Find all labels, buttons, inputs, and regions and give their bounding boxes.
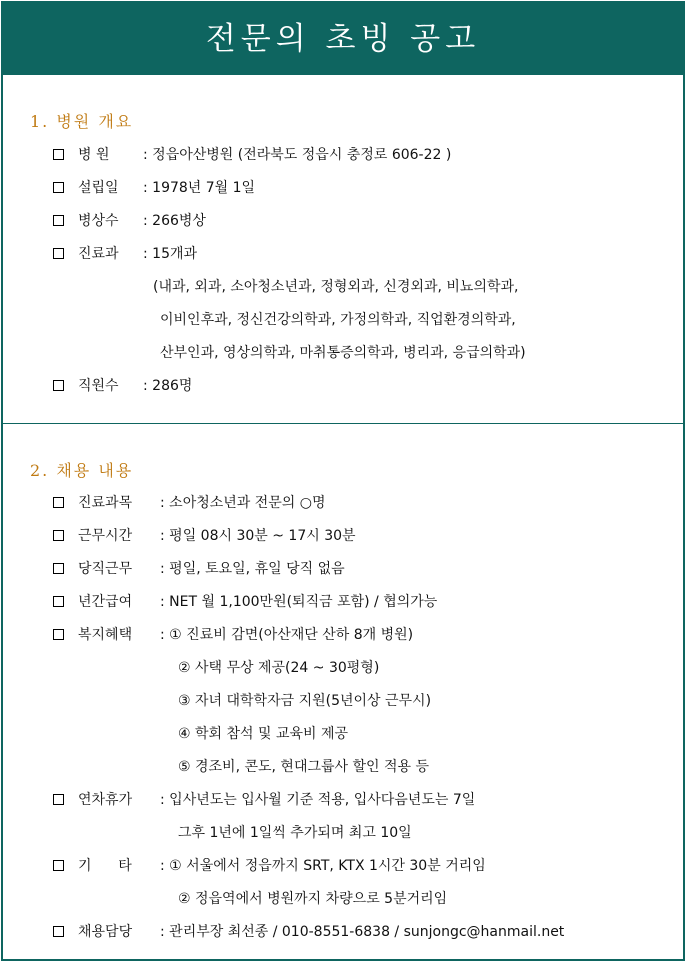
departments-list-line: 산부인과, 영상의학과, 마취통증의학과, 병리과, 응급의학과) bbox=[160, 345, 526, 361]
hospital-name-row: 병 원 : 정읍아산병원 (전라북도 정읍시 충정로 606-22 ) bbox=[53, 144, 451, 164]
contact-row: 채용담당 : 관리부장 최선종 / 010-8551-6838 / sunjongc@hanmail.net bbox=[53, 921, 564, 941]
specialty-row: 진료과목 : 소아청소년과 전문의 ○명 bbox=[53, 492, 326, 512]
benefits-row: 복지혜택 : ① 진료비 감면(아산재단 산하 8개 병원) bbox=[53, 624, 413, 644]
contact-value: : 관리부장 최선종 / 010-8551-6838 / sunjongc@hanmail.net bbox=[160, 924, 565, 940]
departments-row: 진료과 : 15개과 bbox=[53, 243, 197, 263]
checkbox-icon bbox=[53, 497, 64, 508]
checkbox-icon bbox=[53, 629, 64, 640]
leave-row: 연차휴가 : 입사년도는 입사월 기준 적용, 입사다음년도는 7일 bbox=[53, 789, 475, 809]
checkbox-icon bbox=[53, 596, 64, 607]
section2-heading: 2. 채용 내용 bbox=[30, 461, 134, 480]
salary-row: 년간급여 : NET 월 1,100만원(퇴직금 포함) / 협의가능 bbox=[53, 591, 437, 611]
checkbox-icon bbox=[53, 182, 64, 193]
night-duty-row: 당직근무 : 평일, 토요일, 휴일 당직 없음 bbox=[53, 558, 345, 578]
benefit-item: ③ 자녀 대학학자금 지원(5년이상 근무시) bbox=[178, 693, 432, 709]
etc-continuation: ② 정읍역에서 병원까지 차량으로 5분거리임 bbox=[178, 891, 448, 907]
etc-row: 기 타 : ① 서울에서 정읍까지 SRT, KTX 1시간 30분 거리임 bbox=[53, 855, 486, 875]
departments-list-line: 이비인후과, 정신건강의학과, 가정의학과, 직업환경의학과, bbox=[160, 312, 516, 328]
departments-list-line: (내과, 외과, 소아청소년과, 정형외과, 신경외과, 비뇨의학과, bbox=[153, 279, 519, 295]
checkbox-icon bbox=[53, 149, 64, 160]
founded-row: 설립일 : 1978년 7월 1일 bbox=[53, 177, 255, 197]
checkbox-icon bbox=[53, 215, 64, 226]
benefit-item: ④ 학회 참석 및 교육비 제공 bbox=[178, 726, 349, 742]
staff-row: 직원수 : 286명 bbox=[53, 375, 192, 395]
checkbox-icon bbox=[53, 248, 64, 259]
checkbox-icon bbox=[53, 380, 64, 391]
leave-continuation: 그후 1년에 1일씩 추가되며 최고 10일 bbox=[178, 825, 412, 841]
work-hours-row: 근무시간 : 평일 08시 30분 ~ 17시 30분 bbox=[53, 525, 356, 545]
benefit-item: ⑤ 경조비, 콘도, 현대그룹사 할인 적용 등 bbox=[178, 759, 430, 775]
checkbox-icon bbox=[53, 530, 64, 541]
notice-frame bbox=[1, 1, 685, 961]
checkbox-icon bbox=[53, 563, 64, 574]
checkbox-icon bbox=[53, 860, 64, 871]
checkbox-icon bbox=[53, 926, 64, 937]
benefit-item: ② 사택 무상 제공(24 ~ 30평형) bbox=[178, 660, 380, 676]
page-title: 전문의 초빙 공고 bbox=[3, 3, 683, 75]
beds-row: 병상수 : 266병상 bbox=[53, 210, 206, 230]
checkbox-icon bbox=[53, 794, 64, 805]
section-divider bbox=[3, 423, 683, 424]
section1-heading: 1. 병원 개요 bbox=[30, 112, 134, 131]
